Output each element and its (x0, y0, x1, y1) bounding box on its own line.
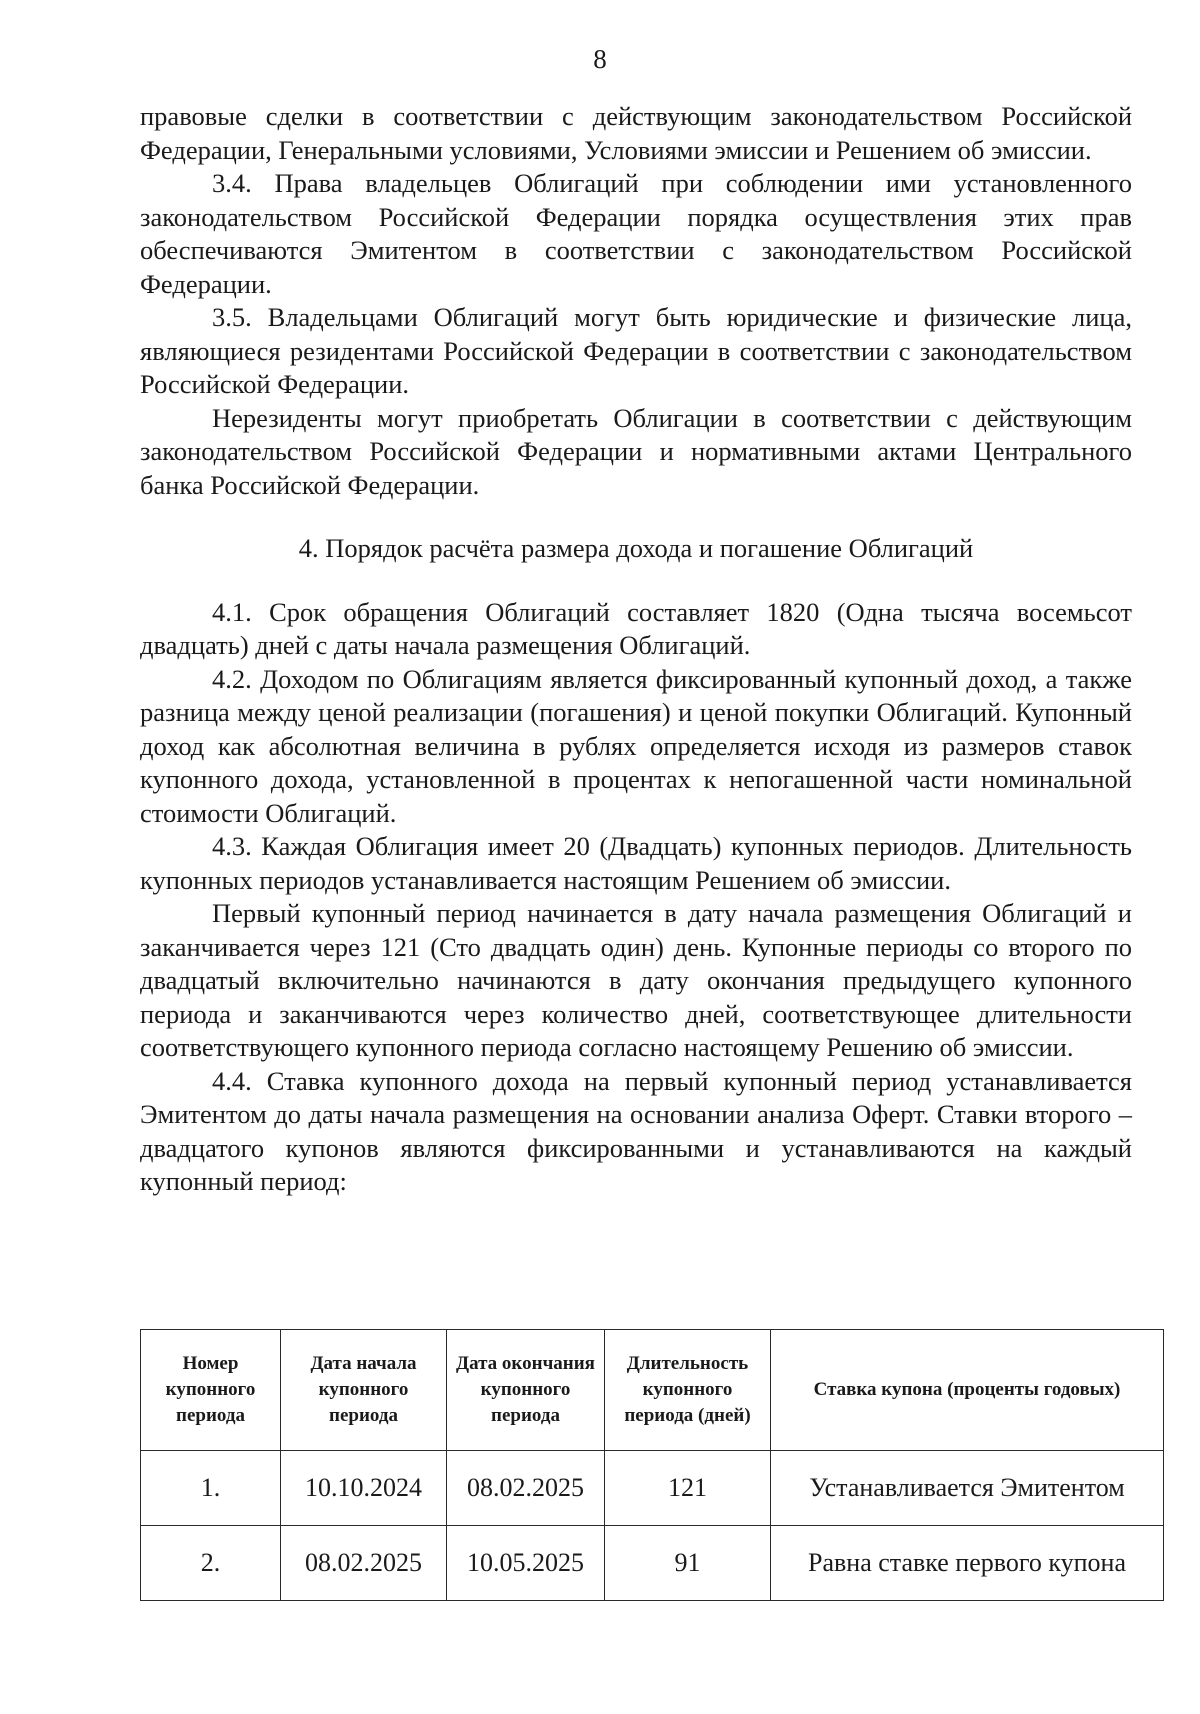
cell-start-date: 10.10.2024 (281, 1451, 447, 1526)
cell-end-date: 08.02.2025 (447, 1451, 605, 1526)
header-coupon-rate: Ставка купона (проценты годовых) (771, 1330, 1164, 1451)
paragraph-4-4: 4.4. Ставка купонного дохода на первый купонный период устанавливается Эмитентом до даты начала размещения на основании анализа Оферт. Ставки второго – двадцатого купонов являются фиксированными и устанавливаются на каждый купонный период: (140, 1065, 1132, 1196)
coupon-table (140, 1329, 1164, 1601)
cell-coupon-rate: Устанавливается Эмитентом (771, 1451, 1164, 1526)
coupon-table-container (140, 1329, 1164, 1601)
cell-duration: 91 (605, 1526, 771, 1601)
header-duration: Длительность купонного периода (дней) (605, 1330, 771, 1451)
cell-start-date: 08.02.2025 (281, 1526, 447, 1601)
cell-coupon-number: 2. (141, 1526, 281, 1601)
paragraph-3-4: 3.4. Права владельцев Облигаций при соблюдении ими установленного законодательством Российской Федерации порядка осуществления этих прав обеспечиваются Эмитентом в соответствии с законодательством Российской Федерации. (140, 168, 1132, 299)
paragraph-continuation: правовые сделки в соответствии с действующим законодательством Российской Федерации, Генеральными условиями, Условиями эмиссии и Решением об эмиссии. (140, 101, 1132, 165)
table-row (141, 1526, 1164, 1601)
cell-coupon-number: 1. (141, 1451, 281, 1526)
header-end-date: Дата окончания купонного периода (447, 1330, 605, 1451)
paragraph-4-3: 4.3. Каждая Облигация имеет 20 (Двадцать) купонных периодов. Длительность купонных периодов устанавливается настоящим Решением об эмиссии. (140, 831, 1132, 895)
table-header-row (141, 1330, 1164, 1451)
table-row (141, 1451, 1164, 1526)
header-coupon-number: Номер купонного периода (141, 1330, 281, 1451)
paragraph-4-1: 4.1. Срок обращения Облигаций составляет 1820 (Одна тысяча восемьсот двадцать) дней с даты начала размещения Облигаций. (140, 596, 1132, 660)
header-start-date: Дата начала купонного периода (281, 1330, 447, 1451)
cell-duration: 121 (605, 1451, 771, 1526)
paragraph-nonresidents: Нерезиденты могут приобретать Облигации в соответствии с действующим законодательством Российской Федерации и нормативными актами Центрального банка Российской Федерации. (140, 402, 1132, 500)
page-number: 8 (593, 44, 607, 74)
document-body (140, 100, 1132, 1199)
cell-end-date: 10.05.2025 (447, 1526, 605, 1601)
paragraph-first-coupon: Первый купонный период начинается в дату начала размещения Облигаций и заканчивается через 121 (Сто двадцать один) день. Купонные периоды со второго по двадцатый включительно начинаются в дату окончания предыдущего купонного периода и заканчиваются через количество дней, соответствующее длительности соответствующего купонного периода согласно настоящему Решению об эмиссии. (140, 898, 1132, 1062)
paragraph-4-2: 4.2. Доходом по Облигациям является фиксированный купонный доход, а также разница между ценой реализации (погашения) и ценой покупки Облигаций. Купонный доход как абсолютная величина в рублях определяется исходя из размеров ставок купонного дохода, установленной в процентах к непогашенной части номинальной стоимости Облигаций. (140, 663, 1132, 828)
section-4-heading: 4. Порядок расчёта размера дохода и погашение Облигаций (298, 533, 974, 563)
cell-coupon-rate: Равна ставке первого купона (771, 1526, 1164, 1601)
paragraph-3-5: 3.5. Владельцами Облигаций могут быть юридические и физические лица, являющиеся резидентами Российской Федерации в соответствии с законодательством Российской Федерации. (140, 302, 1132, 399)
